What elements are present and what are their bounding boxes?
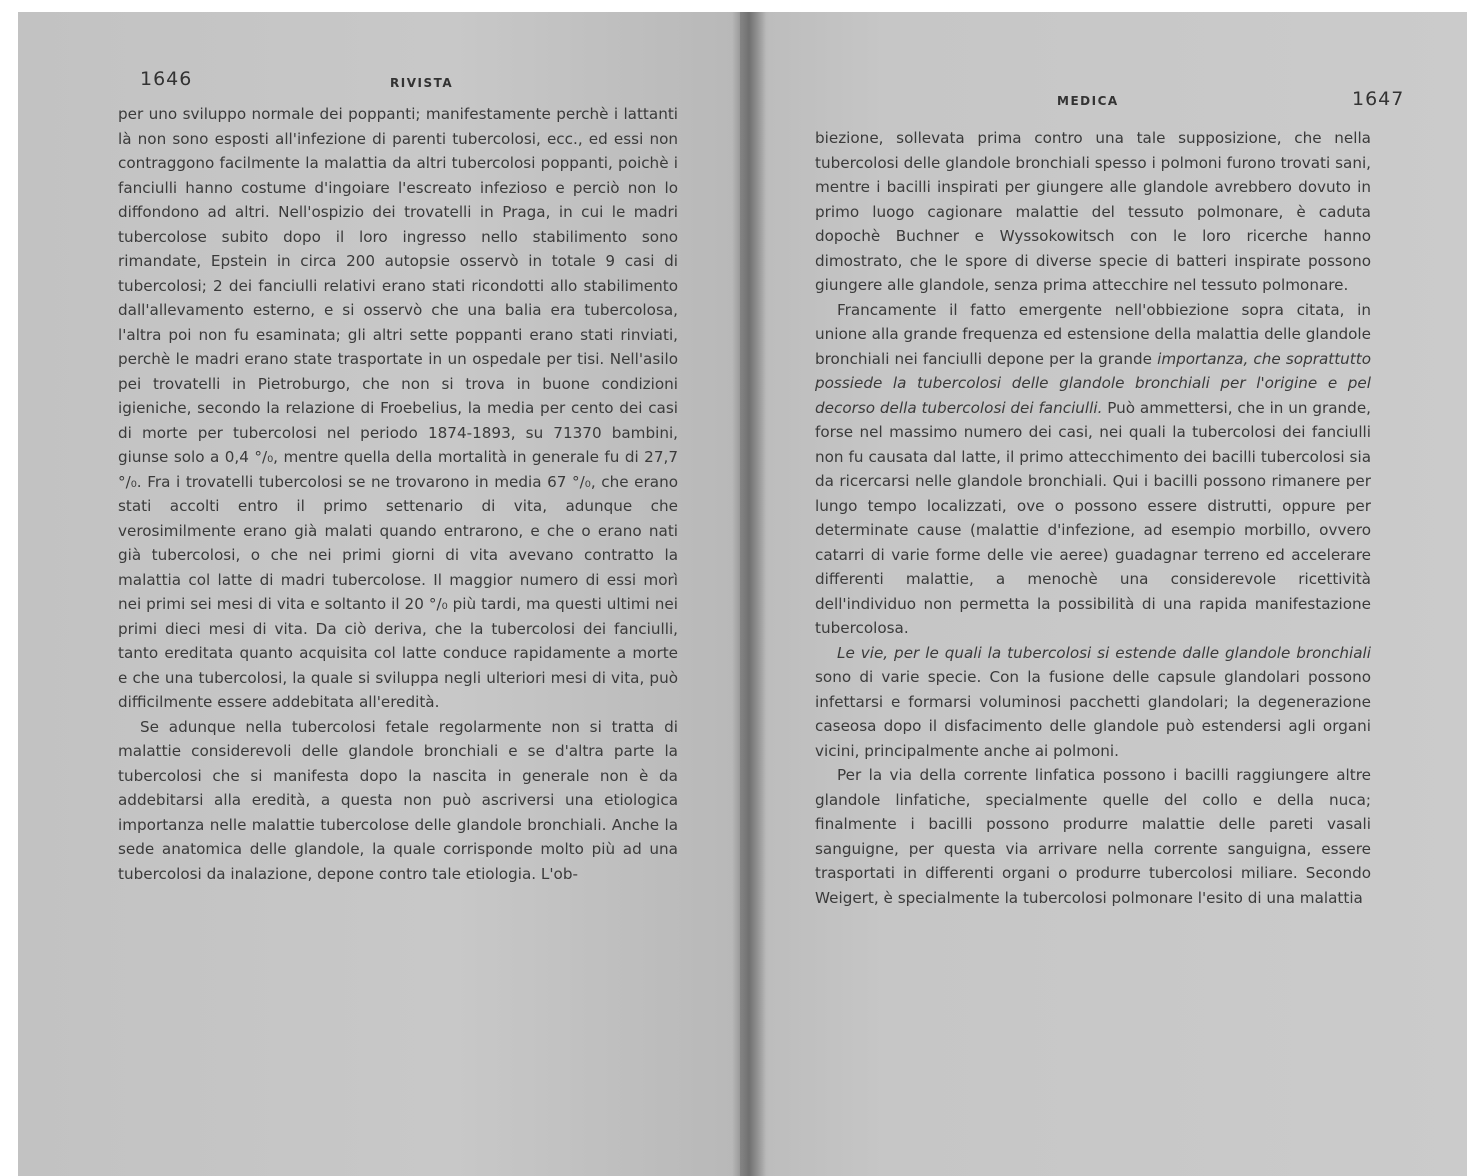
italic-emphasis: Le vie, per le quali la tubercolosi si estende dalle glandole bronchiali [837, 643, 1371, 662]
book-spread [18, 12, 1467, 1176]
left-page-body [118, 102, 678, 886]
paragraph: biezione, sollevata prima contro una tale supposizione, che nella tubercolosi delle glandole bronchiali spesso i polmoni furono trovati sani, mentre i bacilli inspirati per giungere alle glandole avrebbero dovuto in primo luogo cagionare malattie del tessuto polmonare, è caduta dopochè Buchner e Wyssokowitsch con le loro ricerche hanno dimostrato, che le spore di diverse specie di batteri inspirate possono giungere alle glandole, senza prima attecchire nel tessuto polmonare. [815, 129, 1371, 294]
text-run: Francamente il fatto emergente nell'obbiezione sopra citata, in unione alla grande frequenza ed estensione della malattia delle glandole bronchiali nei fanciulli depone per la grande [815, 300, 1371, 368]
left-page [18, 12, 740, 1176]
text-run: Può ammettersi, che in un grande, forse nel massimo numero dei casi, nei quali la tubercolosi dei fanciulli non fu causata dal latte, il primo attecchimento dei bacilli tubercolosi sia da ricercarsi nelle glandole bronchiali. Qui i bacilli possono rimanere per lungo tempo localizzati, ove o possono essere distrutti, oppure per determinate cause (malattie d'infezione, ad esempio morbillo, ovvero catarri di varie forme delle vie aeree) guadagnar terreno ed accelerare differenti malattie, a menochè una considerevole ricettività dell'individuo non permetta la possibilità di una rapida manifestazione tubercolosa. [815, 398, 1371, 637]
paragraph [815, 298, 1371, 641]
paragraph: Per la via della corrente linfatica possono i bacilli raggiungere altre glandole linfatiche, specialmente quelle del collo e della nuca; finalmente i bacilli possono produrre malattie delle pareti vasali sanguigne, per questa via arrivare nella corrente sanguigna, essere trasportati in differenti organi o produrre tubercolosi miliare. Secondo Weigert, è specialmente la tubercolosi polmonare l'esito di una malattia [815, 766, 1371, 907]
paragraph [815, 641, 1371, 764]
right-page-body [815, 126, 1371, 910]
text-run: sono di varie specie. Con la fusione delle capsule glandolari possono infettarsi e formarsi voluminosi pacchetti glandolari; la degenerazione caseosa dopo il disfacimento delle glandole può estendersi agli organi vicini, principalmente anche ai polmoni. [815, 668, 1371, 760]
book-gutter [732, 12, 766, 1176]
running-head: RIVISTA [390, 76, 454, 90]
paragraph: per uno sviluppo normale dei poppanti; manifestamente perchè i lattanti là non sono esposti all'infezione di parenti tubercolosi, ecc., ed essi non contraggono facilmente la malattia da altri tubercolosi poppanti, poichè i fanciulli hanno costume d'ingoiare l'escreato infezioso e perciò non lo diffondono ad altri. Nell'ospizio dei trovatelli in Praga, in cui le madri tubercolose subito dopo il loro ingresso nello stabilimento sono rimandate, Epstein in circa 200 autopsie osservò in totale 9 casi di tubercolosi; 2 dei fanciulli relativi erano stati ricondotti allo stabilimento dall'allevamento esterno, e si osservò che una balia era tubercolosa, l'altra poi non fu esaminata; gli altri sette poppanti erano stati rinviati, perchè le madri erano state trasportate in un ospedale per tisi. Nell'asilo pei trovatelli in Pietroburgo, che non si trova in buone condizioni igieniche, secondo la relazione di Froebelius, la media per cento dei casi di morte per tubercolosi nel periodo 1874-1893, su 71370 bambini, giunse solo a 0,4 °/₀, mentre quella della mortalità in generale fu di 27,7 °/₀. Fra i trovatelli tubercolosi se ne trovarono in media 67 °/₀, che erano stati accolti entro il primo settenario di vita, adunque che verosimilmente erano già malati quando entrarono, e che o erano nati già tubercolosi, o che nei primi giorni di vita avevano contratto la malattia col latte di madri tubercolose. Il maggior numero di essi morì nei primi sei mesi di vita e soltanto il 20 °/₀ più tardi, ma questi ultimi nei primi dieci mesi di vita. Da ciò deriva, che la tubercolosi dei fanciulli, tanto ereditata quanto acquisita col latte conduce rapidamente a morte e che una tubercolosi, la quale si sviluppa negli ulteriori mesi di vita, può difficilmente essere addebitata all'eredità. [118, 105, 678, 711]
right-page [740, 12, 1467, 1176]
running-head: MEDICA [1057, 94, 1119, 108]
page-number: 1646 [140, 68, 193, 90]
page-number: 1647 [1352, 88, 1405, 110]
italic-emphasis: importanza, che soprattutto possiede la tubercolosi delle glandole bronchiali per l'origine e pel decorso della tubercolosi dei fanciulli. [815, 349, 1372, 417]
paragraph: Se adunque nella tubercolosi fetale regolarmente non si tratta di malattie considerevoli delle glandole bronchiali e se d'altra parte la tubercolosi che si manifesta dopo la nascita in generale non è da addebitarsi alla eredità, a questa non può ascriversi una etiologica importanza nelle malattie tubercolose delle glandole bronchiali. Anche la sede anatomica delle glandole, la quale corrisponde molto più ad una tubercolosi da inalazione, depone contro tale etiologia. L'ob- [118, 717, 678, 883]
